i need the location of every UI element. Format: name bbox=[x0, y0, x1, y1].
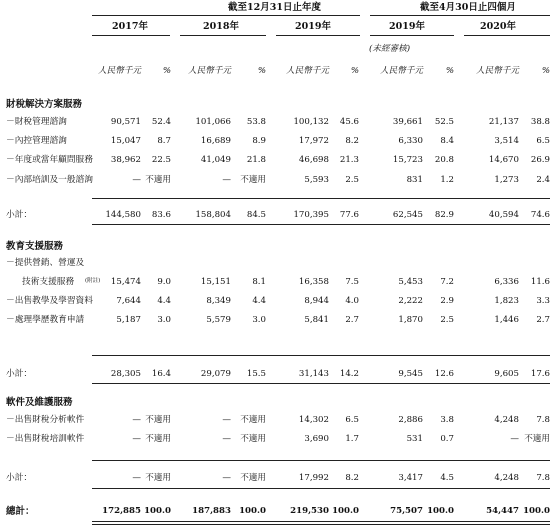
row-value-0: — bbox=[132, 175, 141, 185]
row-label: －出售財稅培訓軟件 bbox=[6, 434, 85, 444]
row-value-7: 20.8 bbox=[434, 155, 454, 165]
row-value-5: 6.5 bbox=[345, 415, 359, 425]
row-value-5: 45.6 bbox=[339, 117, 359, 127]
row-value-0: 15,047 bbox=[110, 136, 141, 146]
row-value-2: — bbox=[222, 434, 231, 444]
subtotal-value-5: 77.6 bbox=[339, 210, 359, 220]
period-dec31-header: 截至12月31日止年度 bbox=[228, 2, 321, 13]
row-label: －年度或當年顧問服務 bbox=[6, 155, 93, 165]
subtotal-value-1: 16.4 bbox=[151, 369, 171, 379]
unit-percent: % bbox=[541, 66, 550, 76]
total-value-1: 100.0 bbox=[144, 506, 171, 516]
row-value-8: 1,823 bbox=[494, 296, 519, 306]
unit-percent: % bbox=[257, 66, 266, 76]
subtotal-value-6: 62,545 bbox=[392, 210, 423, 220]
unit-rmb-thousand: 人民幣千元 bbox=[476, 66, 519, 76]
row-value-4: 8,944 bbox=[304, 296, 329, 306]
year-2020-four-months: 2020年 bbox=[480, 21, 516, 32]
row-value-9: 不適用 bbox=[524, 434, 550, 444]
subtotal-value-1: 不適用 bbox=[145, 473, 171, 483]
row-value-7: 3.8 bbox=[440, 415, 454, 425]
row-label: －內控管理諮詢 bbox=[6, 136, 67, 146]
row-value-8: 1,273 bbox=[494, 175, 519, 185]
row-value-0: 7,644 bbox=[116, 296, 141, 306]
unit-percent: % bbox=[445, 66, 454, 76]
row-value-2: 5,579 bbox=[206, 315, 231, 325]
subtotal-value-8: 9,605 bbox=[494, 369, 519, 379]
row-value-6: 39,661 bbox=[392, 117, 423, 127]
total-label: 總計： bbox=[6, 506, 35, 517]
row-value-2: — bbox=[222, 175, 231, 185]
row-value-4: 46,698 bbox=[298, 155, 329, 165]
subtotal-value-7: 82.9 bbox=[434, 210, 454, 220]
unit-percent: % bbox=[350, 66, 359, 76]
total-value-3: 100.0 bbox=[239, 506, 266, 516]
subtotal-value-8: 4,248 bbox=[494, 473, 519, 483]
year-rule-2018 bbox=[180, 35, 266, 36]
row-value-1: 3.0 bbox=[157, 315, 171, 325]
subtotal-value-4: 31,143 bbox=[298, 369, 329, 379]
row-value-9: 3.3 bbox=[536, 296, 550, 306]
period-apr30-header: 截至4月30日止四個月 bbox=[420, 2, 516, 13]
section-title: 教育支援服務 bbox=[6, 241, 64, 252]
subtotal-label: 小計： bbox=[6, 210, 33, 220]
row-value-4: 16,358 bbox=[298, 277, 329, 287]
subtotal-value-4: 17,992 bbox=[298, 473, 329, 483]
total-value-7: 100.0 bbox=[427, 506, 454, 516]
row-value-1: 不適用 bbox=[145, 415, 171, 425]
year-2018: 2018年 bbox=[203, 21, 239, 32]
row-value-8: 21,137 bbox=[488, 117, 519, 127]
row-value-3: 4.4 bbox=[252, 296, 266, 306]
row-value-1: 不適用 bbox=[145, 434, 171, 444]
row-value-6: 2,222 bbox=[398, 296, 423, 306]
unit-rmb-thousand: 人民幣千元 bbox=[286, 66, 329, 76]
row-label: －提供營銷、營運及 bbox=[6, 258, 85, 268]
subtotal-value-9: 17.6 bbox=[530, 369, 550, 379]
total-value-9: 100.0 bbox=[523, 506, 550, 516]
subtotal-value-3: 15.5 bbox=[246, 369, 266, 379]
row-value-3: 不適用 bbox=[240, 415, 266, 425]
subtotal-value-2: 29,079 bbox=[200, 369, 231, 379]
row-value-0: 15,474 bbox=[110, 277, 141, 287]
row-value-7: 1.2 bbox=[440, 175, 454, 185]
row-value-6: 1,870 bbox=[398, 315, 423, 325]
row-value-9: 38.8 bbox=[530, 117, 550, 127]
row-value-2: — bbox=[222, 415, 231, 425]
total-double-rule-2 bbox=[92, 524, 550, 525]
row-value-0: 5,187 bbox=[116, 315, 141, 325]
row-value-0: — bbox=[132, 415, 141, 425]
row-value-3: 8.9 bbox=[252, 136, 266, 146]
subtotal-rule bbox=[92, 355, 550, 356]
row-label: －出售財稅分析軟件 bbox=[6, 415, 85, 425]
total-value-2: 187,883 bbox=[192, 506, 231, 516]
row-value-5: 2.5 bbox=[345, 175, 359, 185]
row-value-6: 531 bbox=[406, 434, 423, 444]
row-label-continued: 技術支援服務 bbox=[22, 277, 75, 287]
subtotal-rule bbox=[92, 383, 550, 384]
row-value-2: 15,151 bbox=[200, 277, 231, 287]
subtotal-value-0: 144,580 bbox=[105, 210, 141, 220]
row-value-1: 22.5 bbox=[151, 155, 171, 165]
section-title: 軟件及維護服務 bbox=[6, 397, 73, 408]
row-value-3: 53.8 bbox=[246, 117, 266, 127]
row-value-4: 17,972 bbox=[298, 136, 329, 146]
row-value-6: 15,723 bbox=[392, 155, 423, 165]
row-value-8: — bbox=[510, 434, 519, 444]
year-2019: 2019年 bbox=[295, 21, 331, 32]
total-value-0: 172,885 bbox=[102, 506, 141, 516]
subtotal-rule bbox=[92, 460, 550, 461]
row-value-2: 41,049 bbox=[200, 155, 231, 165]
row-value-9: 6.5 bbox=[536, 136, 550, 146]
subtotal-value-0: 28,305 bbox=[110, 369, 141, 379]
row-value-7: 8.4 bbox=[440, 136, 454, 146]
row-value-4: 14,302 bbox=[298, 415, 329, 425]
row-value-3: 21.8 bbox=[246, 155, 266, 165]
subtotal-value-8: 40,594 bbox=[488, 210, 519, 220]
subtotal-value-6: 9,545 bbox=[398, 369, 423, 379]
unit-rmb-thousand: 人民幣千元 bbox=[98, 66, 141, 76]
row-value-8: 1,446 bbox=[494, 315, 519, 325]
year-rule-2017 bbox=[92, 35, 170, 36]
subtotal-value-3: 84.5 bbox=[246, 210, 266, 220]
subtotal-rule bbox=[92, 224, 550, 225]
row-value-9: 7.8 bbox=[536, 415, 550, 425]
row-value-1: 52.4 bbox=[151, 117, 171, 127]
row-value-7: 0.7 bbox=[440, 434, 454, 444]
row-value-8: 4,248 bbox=[494, 415, 519, 425]
subtotal-rule bbox=[92, 198, 550, 199]
row-value-7: 2.5 bbox=[440, 315, 454, 325]
subtotal-value-9: 7.8 bbox=[536, 473, 550, 483]
subtotal-value-0: — bbox=[132, 473, 141, 483]
row-value-8: 6,336 bbox=[494, 277, 519, 287]
total-value-8: 54,447 bbox=[486, 506, 519, 516]
row-value-2: 16,689 bbox=[200, 136, 231, 146]
subtotal-value-2: 158,804 bbox=[195, 210, 231, 220]
row-value-8: 3,514 bbox=[494, 136, 519, 146]
row-value-1: 9.0 bbox=[157, 277, 171, 287]
subtotal-value-1: 83.6 bbox=[151, 210, 171, 220]
row-value-0: — bbox=[132, 434, 141, 444]
section-title: 財稅解決方案服務 bbox=[6, 99, 83, 110]
subtotal-value-9: 74.6 bbox=[530, 210, 550, 220]
subtotal-rule bbox=[92, 488, 550, 489]
row-value-9: 2.7 bbox=[536, 315, 550, 325]
row-value-2: 8,349 bbox=[206, 296, 231, 306]
row-value-4: 3,690 bbox=[304, 434, 329, 444]
subtotal-label: 小計： bbox=[6, 473, 33, 483]
row-value-5: 1.7 bbox=[345, 434, 359, 444]
subtotal-value-5: 8.2 bbox=[345, 473, 359, 483]
subtotal-value-7: 4.5 bbox=[440, 473, 454, 483]
header-rule-dec31 bbox=[92, 15, 360, 16]
year-2017: 2017年 bbox=[112, 21, 148, 32]
row-label: －內部培訓及一般諮詢 bbox=[6, 175, 93, 185]
row-value-0: 90,571 bbox=[110, 117, 141, 127]
subtotal-value-3: 不適用 bbox=[240, 473, 266, 483]
year-rule-2020 bbox=[464, 35, 550, 36]
row-value-3: 不適用 bbox=[240, 175, 266, 185]
subtotal-value-7: 12.6 bbox=[434, 369, 454, 379]
row-note: (附註) bbox=[85, 278, 101, 284]
row-label: －處理學歷教育申請 bbox=[6, 315, 85, 325]
row-label: －出售教學及學習資料 bbox=[6, 296, 93, 306]
subtotal-value-4: 170,395 bbox=[293, 210, 329, 220]
row-value-9: 26.9 bbox=[530, 155, 550, 165]
unit-rmb-thousand: 人民幣千元 bbox=[188, 66, 231, 76]
row-value-9: 11.6 bbox=[530, 277, 550, 287]
unit-percent: % bbox=[162, 66, 171, 76]
row-value-3: 3.0 bbox=[252, 315, 266, 325]
row-value-7: 2.9 bbox=[440, 296, 454, 306]
row-value-3: 不適用 bbox=[240, 434, 266, 444]
row-value-5: 7.5 bbox=[345, 277, 359, 287]
row-value-6: 6,330 bbox=[398, 136, 423, 146]
row-value-7: 7.2 bbox=[440, 277, 454, 287]
row-value-5: 8.2 bbox=[345, 136, 359, 146]
subtotal-value-5: 14.2 bbox=[339, 369, 359, 379]
row-value-7: 52.5 bbox=[434, 117, 454, 127]
row-value-1: 4.4 bbox=[157, 296, 171, 306]
year-rule-2019 bbox=[276, 35, 360, 36]
row-value-4: 5,841 bbox=[304, 315, 329, 325]
unit-rmb-thousand: 人民幣千元 bbox=[380, 66, 423, 76]
subtotal-value-2: — bbox=[222, 473, 231, 483]
row-value-4: 5,593 bbox=[304, 175, 329, 185]
subtotal-value-6: 3,417 bbox=[398, 473, 423, 483]
subtotal-label: 小計： bbox=[6, 369, 33, 379]
row-value-1: 8.7 bbox=[157, 136, 171, 146]
header-rule-apr30 bbox=[370, 15, 550, 16]
row-value-9: 2.4 bbox=[536, 175, 550, 185]
row-value-5: 2.7 bbox=[345, 315, 359, 325]
row-value-3: 8.1 bbox=[252, 277, 266, 287]
total-value-6: 75,507 bbox=[390, 506, 423, 516]
row-value-2: 101,066 bbox=[195, 117, 231, 127]
year-2019-four-months: 2019年 bbox=[389, 21, 425, 32]
total-double-rule-1 bbox=[92, 521, 550, 522]
row-value-8: 14,670 bbox=[488, 155, 519, 165]
row-value-1: 不適用 bbox=[145, 175, 171, 185]
unaudited-label: (未經審核) bbox=[369, 44, 411, 54]
total-value-4: 219,530 bbox=[290, 506, 329, 516]
row-value-5: 4.0 bbox=[345, 296, 359, 306]
row-value-5: 21.3 bbox=[339, 155, 359, 165]
row-value-6: 2,886 bbox=[398, 415, 423, 425]
row-value-6: 831 bbox=[406, 175, 423, 185]
row-value-0: 38,962 bbox=[110, 155, 141, 165]
total-value-5: 100.0 bbox=[332, 506, 359, 516]
row-value-6: 5,453 bbox=[398, 277, 423, 287]
row-label: －財稅管理諮詢 bbox=[6, 117, 67, 127]
row-value-4: 100,132 bbox=[293, 117, 329, 127]
year-rule-2019b bbox=[370, 35, 454, 36]
